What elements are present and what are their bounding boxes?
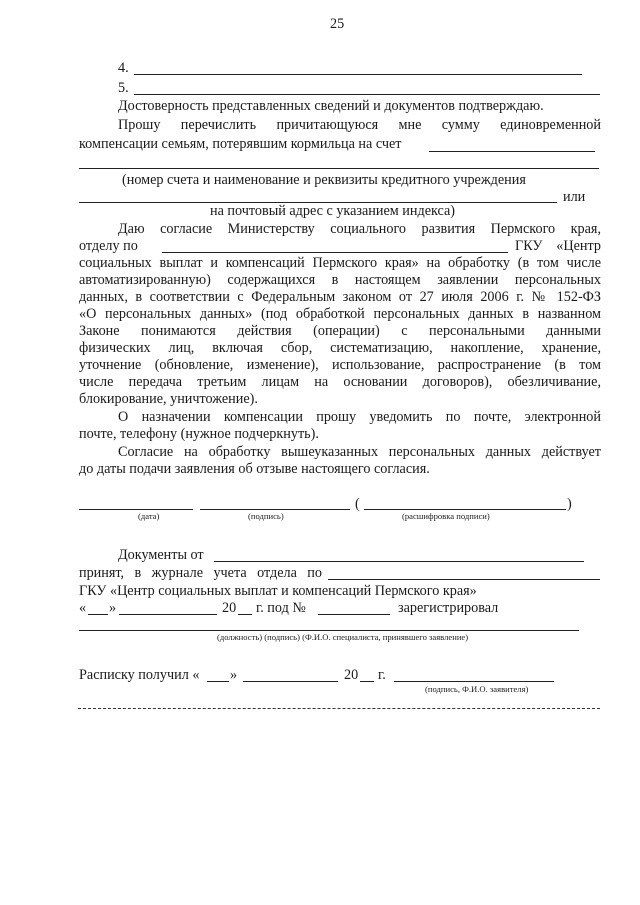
request-line-1: Прошу перечислить причитающуюся мне сумму единовременной	[118, 117, 601, 133]
date-caption: (дата)	[138, 511, 160, 521]
bank-caption: (номер счета и наименование и реквизиты кредитного учреждения	[122, 172, 526, 188]
gku-name: ГКУ «Центр социальных выплат и компенсаций Пермского края»	[79, 583, 477, 599]
reg-day-line[interactable]	[88, 614, 108, 615]
request-line-2: компенсации семьям, потерявшим кормильца на счет	[79, 136, 402, 152]
validity-line-1: Согласие на обработку вышеуказанных персональных данных действует	[118, 444, 601, 460]
receipt-year-line[interactable]	[360, 681, 374, 682]
receipt-year: 20	[344, 667, 359, 683]
close-paren: )	[567, 496, 572, 512]
signature-decode-line[interactable]	[364, 509, 566, 510]
date-line[interactable]	[79, 509, 193, 510]
cut-line	[78, 708, 600, 709]
signature-caption: (подпись)	[248, 511, 284, 521]
reg-year: 20	[222, 600, 237, 616]
consent-text-line: Законе понимаются действия (операции) с персональными данными	[79, 323, 601, 339]
validity-line-2: до даты подачи заявления об отзыве настоящего согласия.	[79, 461, 430, 477]
docs-from-line[interactable]	[214, 561, 584, 562]
reg-year-line[interactable]	[238, 614, 252, 615]
reg-date-close: »	[109, 600, 117, 616]
notify-line-2: почте, телефону (нужное подчеркнуть).	[79, 426, 319, 442]
signature-line[interactable]	[200, 509, 350, 510]
signature-decode-caption: (расшифровка подписи)	[402, 511, 490, 521]
department-line[interactable]	[328, 579, 600, 580]
receipt-label: Расписку получил «	[79, 667, 200, 683]
consent-department-line[interactable]	[162, 252, 508, 253]
consent-text-line: числе передача третьим лицам на основании договоров), обезличивание,	[79, 374, 601, 390]
confirm-text: Достоверность представленных сведений и документов подтверждаю.	[118, 98, 544, 114]
page-number: 25	[330, 16, 345, 32]
registered-label: зарегистрировал	[398, 600, 499, 616]
open-paren: (	[355, 496, 360, 512]
reg-month-line[interactable]	[119, 614, 217, 615]
receipt-signature-line[interactable]	[394, 681, 554, 682]
receipt-caption: (подпись, Ф.И.О. заявителя)	[425, 684, 529, 694]
consent-text-line: физических лиц, включая сбор, систематизацию, накопление, хранение,	[79, 340, 601, 356]
receipt-close: »	[230, 667, 238, 683]
consent-department-label: отделу по	[79, 238, 138, 254]
notify-line-1: О назначении компенсации прошу уведомить по почте, электронной	[118, 409, 601, 425]
account-number-line[interactable]	[429, 151, 595, 152]
consent-text-line: автоматизированную) содержащихся в настоящем заявлении персональных	[79, 272, 601, 288]
official-line[interactable]	[79, 630, 579, 631]
accepted-label: принят, в журнале учета отдела по	[79, 565, 322, 581]
official-caption: (должность) (подпись) (Ф.И.О. специалиста, принявшего заявление)	[217, 632, 469, 642]
item-4-line[interactable]	[134, 74, 582, 75]
receipt-month-line[interactable]	[243, 681, 338, 682]
item-4-number: 4.	[118, 60, 129, 76]
consent-text-line: «О персональных данных» (под обработкой персональных данных в названном	[79, 306, 601, 322]
docs-from-label: Документы от	[118, 547, 204, 563]
consent-line-1: Даю согласие Министерству социального развития Пермского края,	[118, 221, 601, 237]
consent-text-line: социальных выплат и компенсаций Пермского края» на обработку (в том числе	[79, 255, 601, 271]
reg-number-line[interactable]	[318, 614, 390, 615]
reg-date-open: «	[79, 600, 87, 616]
item-5-line[interactable]	[134, 94, 600, 95]
or-word: или	[563, 189, 586, 205]
reg-number-label: г. под №	[256, 600, 306, 616]
bank-details-line[interactable]	[79, 168, 599, 169]
consent-text-line: уточнение (обновление, изменение), использование, распространение (в том	[79, 357, 601, 373]
receipt-day-line[interactable]	[207, 681, 229, 682]
item-5-number: 5.	[118, 80, 129, 96]
receipt-year-suffix: г.	[378, 667, 386, 683]
consent-text-line: данных, в соответствии с Федеральным законом от 27 июля 2006 г. № 152-ФЗ	[79, 289, 601, 305]
postal-caption: на почтовый адрес с указанием индекса)	[210, 203, 456, 219]
consent-text-last: блокирование, уничтожение).	[79, 391, 258, 407]
consent-gku: ГКУ «Центр	[515, 238, 601, 254]
